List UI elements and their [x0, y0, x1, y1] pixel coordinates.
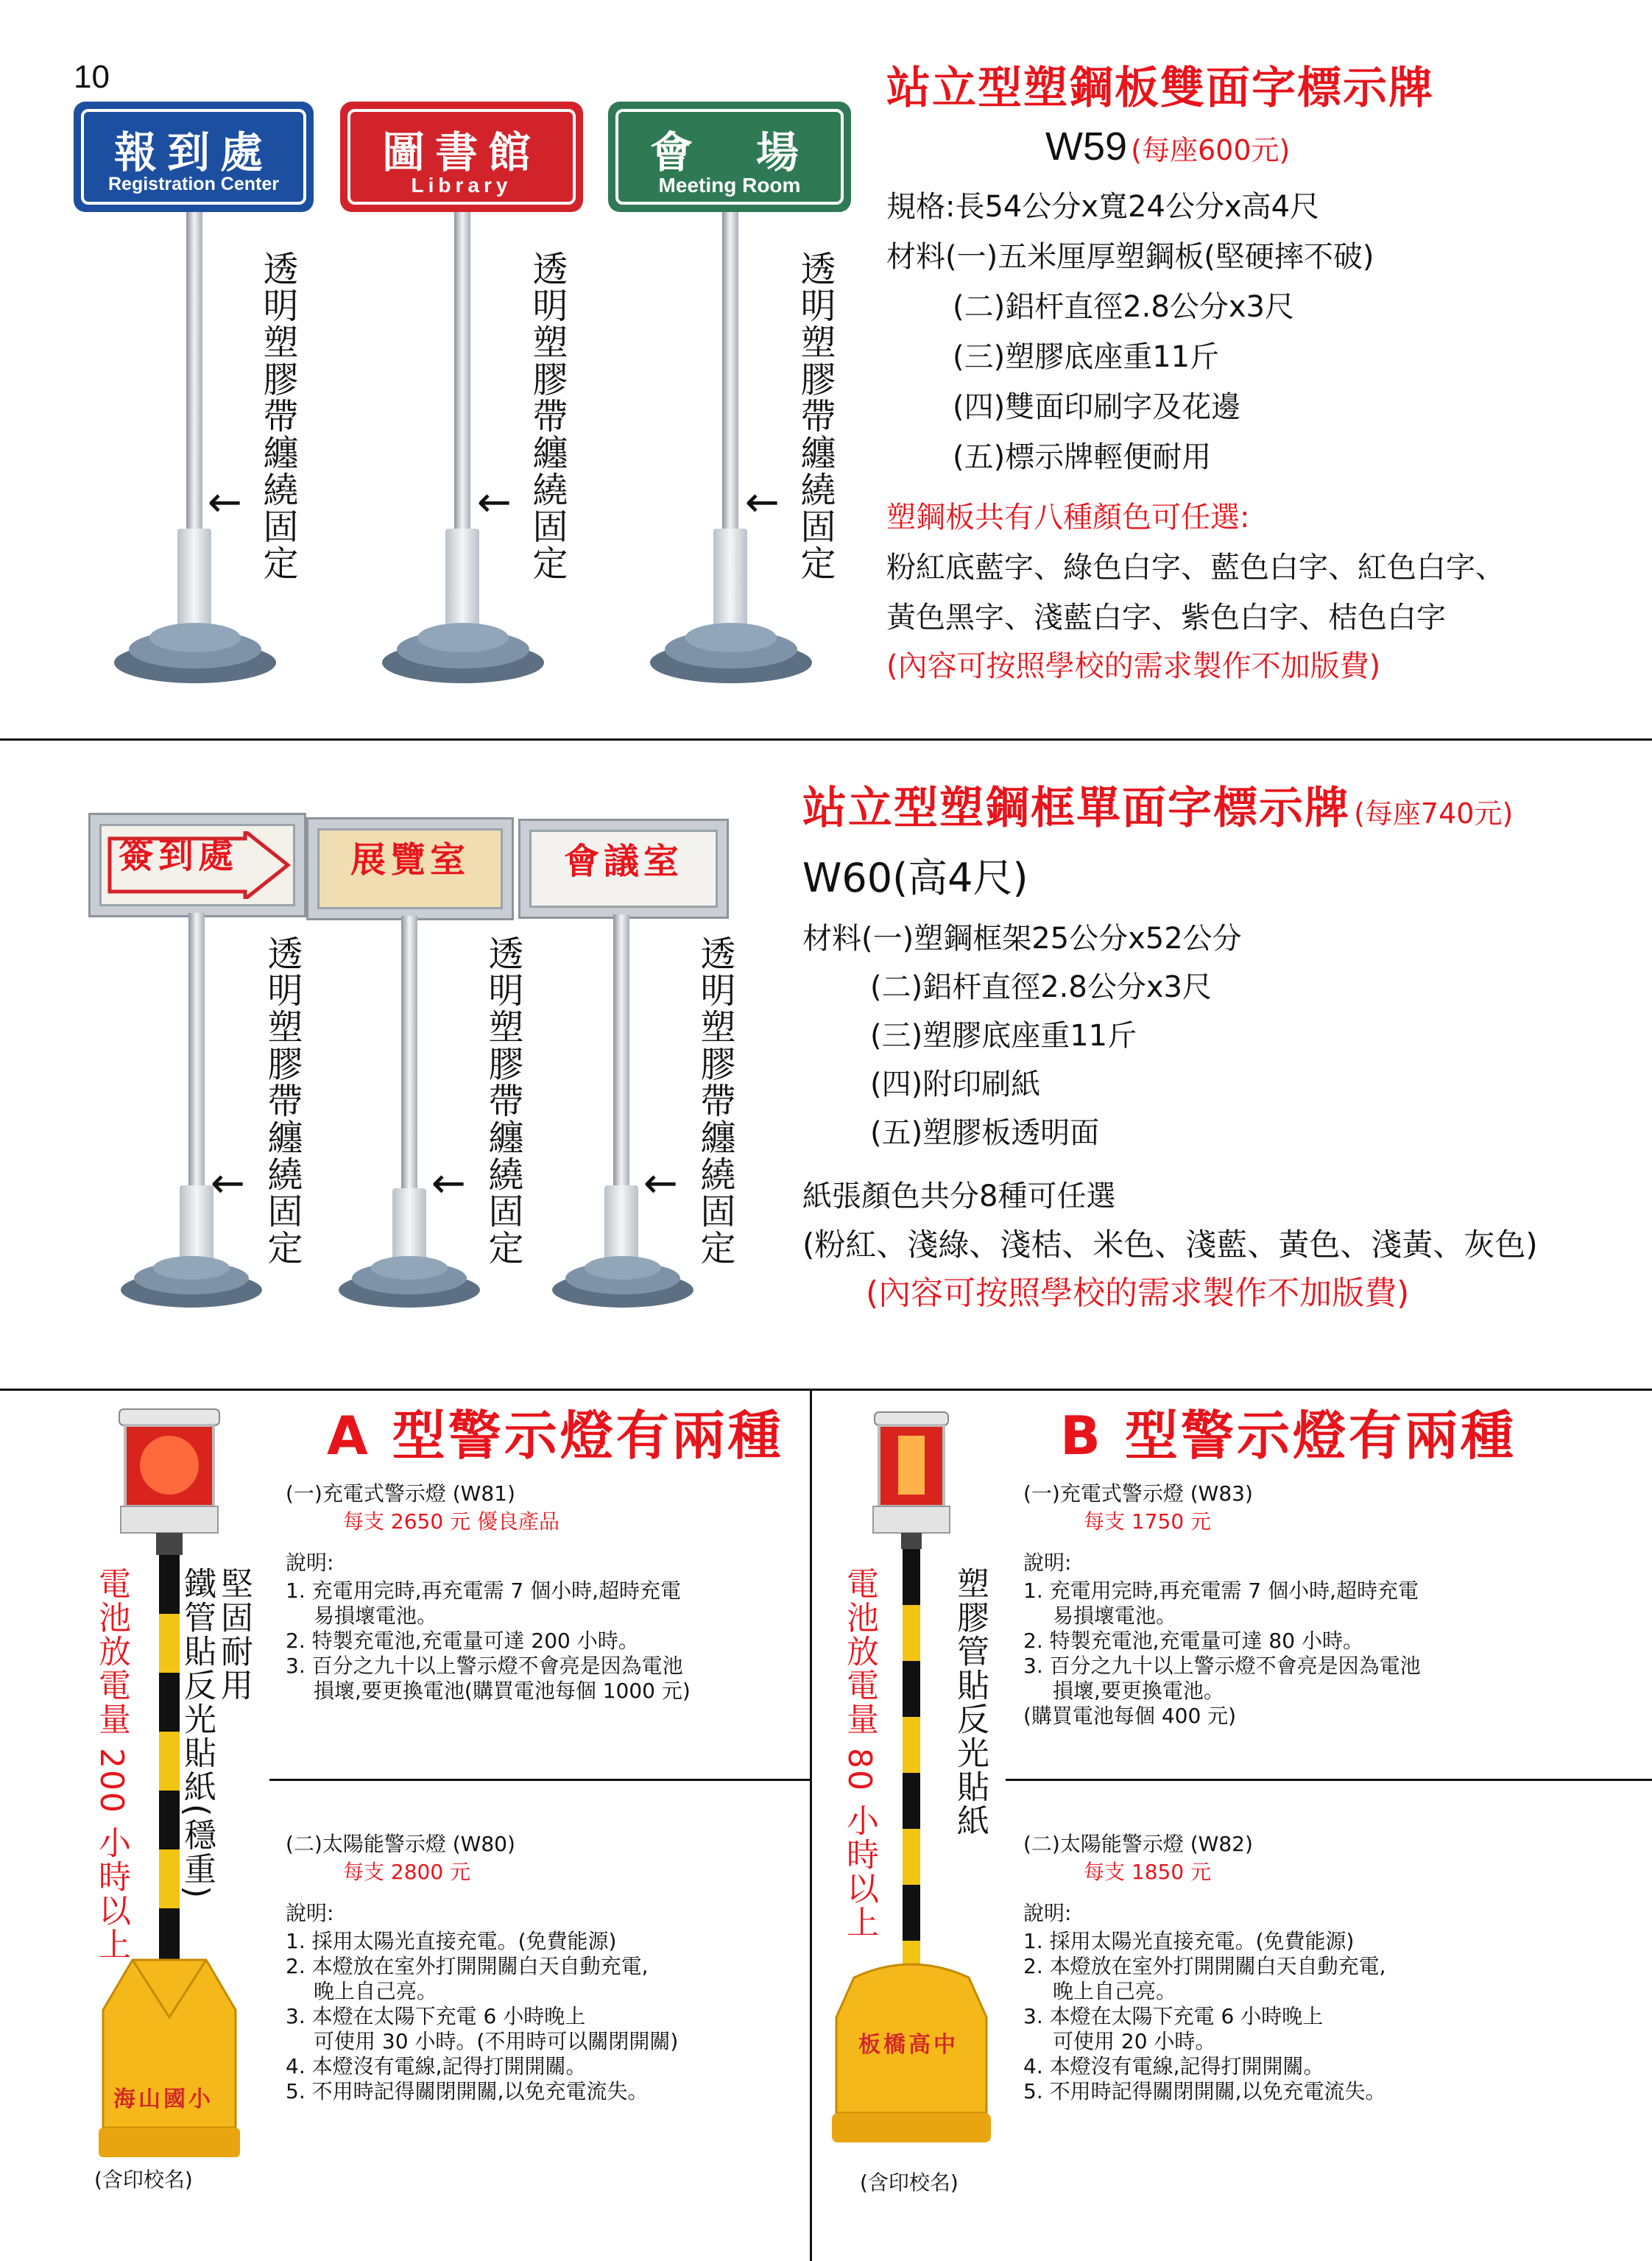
- divider: [0, 1389, 1652, 1391]
- reflective-note: 塑膠管貼反光貼紙: [951, 1567, 989, 1838]
- sign-registration: [74, 102, 314, 212]
- item-line: 可使用 30 小時。(不用時可以關閉開關): [314, 2029, 679, 2053]
- arrow-icon: ←: [477, 479, 512, 526]
- battery-note: 電池放電量 80 小時以上: [841, 1567, 878, 1939]
- material-line: (五)塑膠板透明面: [870, 1116, 1100, 1150]
- item-line: 可使用 20 小時。: [1053, 2029, 1216, 2053]
- sign-checkin: [88, 813, 306, 917]
- durable-note: 堅固耐用: [215, 1567, 253, 1702]
- model-price: (每座600元): [1131, 134, 1291, 166]
- item-line: 2. 本燈放在室外打開開關白天自動充電,: [286, 1954, 649, 1978]
- item-label: 說明:: [286, 1901, 334, 1925]
- item-line: (購買電池每個 400 元): [1023, 1704, 1237, 1728]
- sign-base: [646, 604, 816, 685]
- item-label: 說明:: [1023, 1551, 1072, 1575]
- item-line: 3. 本燈在太陽下充電 6 小時晚上: [286, 2004, 586, 2028]
- sign-text: 展覽室: [350, 839, 470, 881]
- material-line: (四)雙面印刷字及花邊: [953, 390, 1241, 424]
- item-line: 3. 本燈在太陽下充電 6 小時晚上: [1023, 2004, 1324, 2028]
- item-line: 1. 採用太陽光直接充電。(免費能源): [1023, 1929, 1355, 1953]
- color-note: 塑鋼板共有八種顏色可任選:: [886, 501, 1250, 535]
- section-b-title: B 型警示燈有兩種: [1060, 1405, 1517, 1467]
- item-line: 1. 充電用完時,再充電需 7 個小時,超時充電: [1023, 1579, 1419, 1603]
- item-line: 2. 特製充電池,充電量可達 200 小時。: [286, 1629, 639, 1653]
- sign-library: [340, 102, 583, 212]
- sign-zh: 報到處: [113, 127, 273, 177]
- pole-label: 透明塑膠帶纏繞固定: [261, 935, 303, 1266]
- caption: (含印校名): [94, 2167, 193, 2192]
- pole-label: 透明塑膠帶纏繞固定: [794, 250, 836, 582]
- item-price: 每支 1750 元: [1084, 1509, 1212, 1534]
- material-line: (二)鋁杆直徑2.8公分x3尺: [870, 970, 1212, 1004]
- section2-model: W60(高4尺): [802, 855, 1028, 901]
- arrow-icon: ←: [745, 479, 780, 526]
- material-line: (三)塑膠底座重11斤: [870, 1019, 1137, 1053]
- paper-colors: (粉紅、淺綠、淺桔、米色、淺藍、黃色、淺黃、灰色): [802, 1227, 1538, 1263]
- colors-line: 黃色黑字、淺藍白字、紫色白字、桔色白字: [886, 601, 1446, 635]
- section2-note: (內容可按照學校的需求製作不加版費): [866, 1274, 1410, 1312]
- spec-line: 規格:長54公分x寬24公分x高4尺: [886, 190, 1320, 224]
- sign-base: [378, 604, 548, 685]
- item-line: 3. 百分之九十以上警示燈不會亮是因為電池: [286, 1654, 683, 1678]
- pole-label: 透明塑膠帶纏繞固定: [482, 935, 523, 1266]
- pole-label: 透明塑膠帶纏繞固定: [526, 250, 568, 582]
- item-head: (一)充電式警示燈 (W83): [1023, 1481, 1253, 1506]
- item-line: 損壞,要更換電池(購買電池每個 1000 元): [314, 1679, 691, 1703]
- item-price: 每支 2650 元 優良產品: [343, 1509, 560, 1534]
- pole-label: 透明塑膠帶纏繞固定: [694, 935, 735, 1266]
- colors-line: 粉紅底藍字、綠色白字、藍色白字、紅色白字、: [886, 551, 1505, 585]
- item-price: 每支 1850 元: [1084, 1860, 1212, 1884]
- item-line: 2. 本燈放在室外打開開關白天自動充電,: [1023, 1954, 1386, 1978]
- arrow-icon: ←: [208, 479, 242, 526]
- item-line: 2. 特製充電池,充電量可達 80 小時。: [1023, 1629, 1363, 1653]
- divider: [0, 738, 1652, 741]
- item-line: 4. 本燈沒有電線,記得打開開關。: [1023, 2054, 1324, 2078]
- item-head: (二)太陽能警示燈 (W80): [286, 1832, 515, 1856]
- sign-exhibition: [306, 817, 514, 920]
- paper-note: 紙張顏色共分8種可任選: [802, 1179, 1116, 1213]
- item-line: 易損壞電池。: [1053, 1604, 1177, 1628]
- material-line: (五)標示牌輕便耐用: [953, 440, 1212, 474]
- battery-note: 電池放電量 200 小時以上: [93, 1567, 130, 1961]
- material-line: (四)附印刷紙: [870, 1068, 1041, 1101]
- item-line: 晚上自己亮。: [1053, 1979, 1177, 2003]
- model-line: [1045, 124, 1290, 169]
- divider: [269, 1779, 810, 1781]
- item-line: 1. 採用太陽光直接充電。(免費能源): [286, 1929, 617, 1953]
- section2-title: 站立型塑鋼框單面字標示牌: [802, 783, 1350, 834]
- sign-en: Meeting Room: [658, 174, 801, 197]
- sign-base: [110, 604, 280, 685]
- item-head: (一)充電式警示燈 (W81): [286, 1481, 515, 1506]
- arrow-icon: ←: [211, 1160, 245, 1207]
- material-line: 材料(一)塑鋼框架25公分x52公分: [802, 922, 1242, 956]
- item-line: 1. 充電用完時,再充電需 7 個小時,超時充電: [286, 1579, 682, 1603]
- item-label: 說明:: [1023, 1901, 1072, 1925]
- arrow-icon: ←: [431, 1160, 466, 1207]
- item-label: 說明:: [286, 1551, 334, 1575]
- sign-en: Registration Center: [108, 174, 279, 194]
- item-line: 晚上自己亮。: [314, 1979, 438, 2003]
- section2-price: (每座740元): [1354, 797, 1514, 830]
- divider-vertical: [810, 1389, 812, 2261]
- reflective-note: 鐵管貼反光貼紙(穩重): [178, 1567, 216, 1900]
- item-line: 易損壞電池。: [314, 1604, 438, 1628]
- material-line: (二)鋁杆直徑2.8公分x3尺: [953, 290, 1294, 324]
- sign-en: Library: [411, 174, 512, 197]
- item-line: 4. 本燈沒有電線,記得打開開關。: [286, 2054, 587, 2078]
- model-number: W59: [1045, 124, 1128, 169]
- item-line: 損壞,要更換電池。: [1053, 1679, 1224, 1703]
- item-head: (二)太陽能警示燈 (W82): [1023, 1832, 1253, 1856]
- material-line: 材料(一)五米厘厚塑鋼板(堅硬摔不破): [886, 240, 1374, 274]
- section1-title: 站立型塑鋼板雙面字標示牌: [886, 63, 1434, 114]
- sign-zh: 圖書館: [381, 127, 541, 177]
- item-line: 3. 百分之九十以上警示燈不會亮是因為電池: [1023, 1654, 1421, 1678]
- sign-text: 簽到處: [119, 835, 239, 876]
- item-line: 5. 不用時記得關閉開關,以免充電流失。: [1023, 2079, 1386, 2103]
- school-name: 板橋高中: [858, 2032, 959, 2058]
- sign-zh: 會 場: [649, 127, 809, 177]
- item-line: 5. 不用時記得關閉開關,以免充電流失。: [286, 2079, 649, 2103]
- material-line: (三)塑膠底座重11斤: [953, 340, 1220, 374]
- sign-meeting-room: [608, 102, 851, 212]
- section2-title-line: [802, 773, 1513, 836]
- arrow-icon: ←: [643, 1160, 678, 1207]
- section1-note: (內容可按照學校的需求製作不加版費): [886, 649, 1381, 683]
- school-name: 海山國小: [113, 2087, 213, 2112]
- caption: (含印校名): [860, 2170, 959, 2195]
- sign-conference: [518, 819, 729, 919]
- sign-text: 會議室: [563, 841, 683, 882]
- page-number: 10: [74, 59, 110, 95]
- divider: [1006, 1779, 1652, 1781]
- section-a-title: A 型警示燈有兩種: [327, 1405, 784, 1467]
- pole-label: 透明塑膠帶纏繞固定: [257, 250, 298, 582]
- item-price: 每支 2800 元: [343, 1860, 471, 1884]
